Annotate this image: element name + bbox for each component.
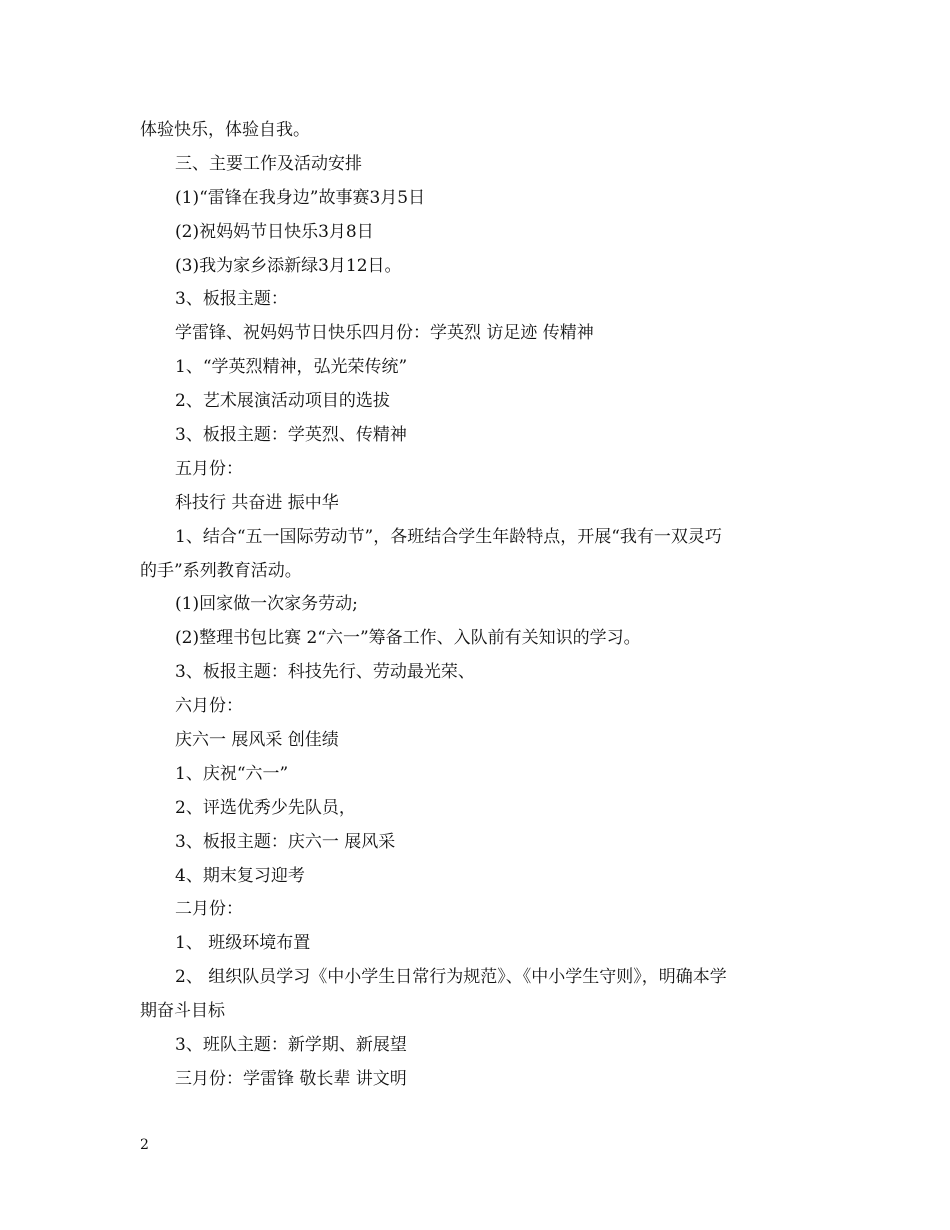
text-line: 1、 班级环境布置 (175, 933, 311, 954)
page-number: 2 (140, 1137, 149, 1153)
text-line: (3)我为家乡添新绿3月12日。 (175, 255, 402, 276)
text-line: 1、“学英烈精神，弘光荣传统” (175, 357, 408, 378)
text-line: 3、板报主题：庆六一 展风采 (175, 831, 396, 852)
text-line: 体验快乐，体验自我。 (140, 120, 310, 140)
text-line: 3、板报主题： (175, 289, 288, 310)
text-line: 2、艺术展演活动项目的选拔 (175, 391, 390, 412)
text-line: 三月份：学雷锋 敬长辈 讲文明 (175, 1068, 407, 1089)
text-line: 4、期末复习迎考 (175, 865, 305, 886)
text-line: 期奋斗目标 (140, 1001, 225, 1022)
text-line: (1)回家做一次家务劳动; (175, 594, 358, 615)
text-line: 3、板报主题：科技先行、劳动最光荣、 (175, 662, 475, 683)
document-body (140, 114, 812, 1097)
text-line: 3、班队主题：新学期、新展望 (175, 1035, 407, 1056)
text-line: 学雷锋、祝妈妈节日快乐四月份：学英烈 访足迹 传精神 (175, 323, 594, 344)
text-line: (2)整理书包比赛 2“六一”筹备工作、入队前有关知识的学习。 (175, 628, 641, 649)
text-line: 2、 组织队员学习《中小学生日常行为规范》、《中小学生守则》，明确本学 (175, 967, 727, 988)
text-line: (2)祝妈妈节日快乐3月8日 (175, 221, 374, 242)
text-line: 二月份： (175, 899, 243, 920)
text-line: 2、评选优秀少先队员， (175, 797, 356, 818)
text-line: 的手”系列教育活动。 (140, 560, 302, 581)
text-line: 1、庆祝“六一” (175, 763, 289, 784)
text-line: 五月份： (175, 458, 243, 479)
text-line: 3、板报主题：学英烈、传精神 (175, 425, 407, 446)
text-line: 科技行 共奋进 振中华 (175, 492, 339, 513)
text-line: 六月份： (175, 696, 243, 717)
text-line: 庆六一 展风采 创佳绩 (175, 730, 339, 751)
text-line: (1)“雷锋在我身边”故事赛3月5日 (175, 187, 426, 208)
text-line: 三、主要工作及活动安排 (175, 153, 362, 174)
text-line: 1、结合“五一国际劳动节”，各班结合学生年龄特点，开展“我有一双灵巧 (175, 526, 722, 547)
